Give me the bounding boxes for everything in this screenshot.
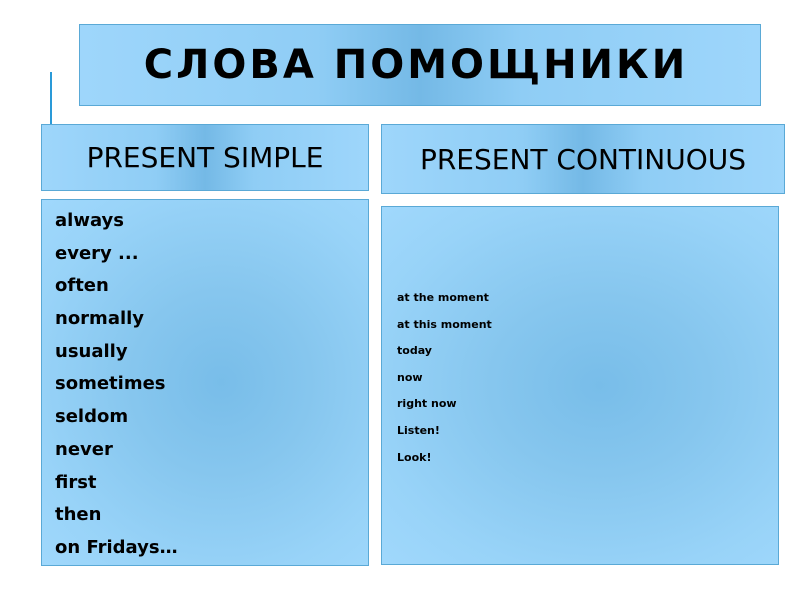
present-simple-list-box xyxy=(41,199,369,566)
present-continuous-list xyxy=(382,207,778,471)
title-box xyxy=(79,24,761,106)
list-item: often xyxy=(55,275,109,297)
accent-line xyxy=(50,72,52,124)
list-item: then xyxy=(55,504,102,526)
list-item: today xyxy=(397,344,432,358)
list-item: on Fridays… xyxy=(55,536,178,558)
list-item: every ... xyxy=(55,242,139,264)
list-item: at the moment xyxy=(397,291,489,304)
list-item: usually xyxy=(55,340,128,362)
present-simple-list xyxy=(42,200,368,565)
present-continuous-heading: PRESENT CONTINUOUS xyxy=(419,142,747,176)
present-continuous-list-box xyxy=(381,206,779,565)
list-item: always xyxy=(55,210,124,231)
list-item: first xyxy=(55,471,97,493)
list-item: Listen! xyxy=(397,423,440,437)
present-continuous-header xyxy=(381,124,785,194)
list-item: sometimes xyxy=(55,373,166,395)
present-simple-header xyxy=(41,124,369,191)
list-item: now xyxy=(397,370,423,384)
list-item: at this moment xyxy=(397,317,492,331)
list-item: normally xyxy=(55,308,145,330)
list-item: seldom xyxy=(55,406,129,428)
slide-title: СЛОВА ПОМОЩНИКИ xyxy=(143,42,689,88)
list-item: right now xyxy=(397,397,457,411)
list-item: never xyxy=(55,438,113,460)
present-simple-heading: PRESENT SIMPLE xyxy=(86,141,324,174)
list-item: Look! xyxy=(397,450,432,464)
